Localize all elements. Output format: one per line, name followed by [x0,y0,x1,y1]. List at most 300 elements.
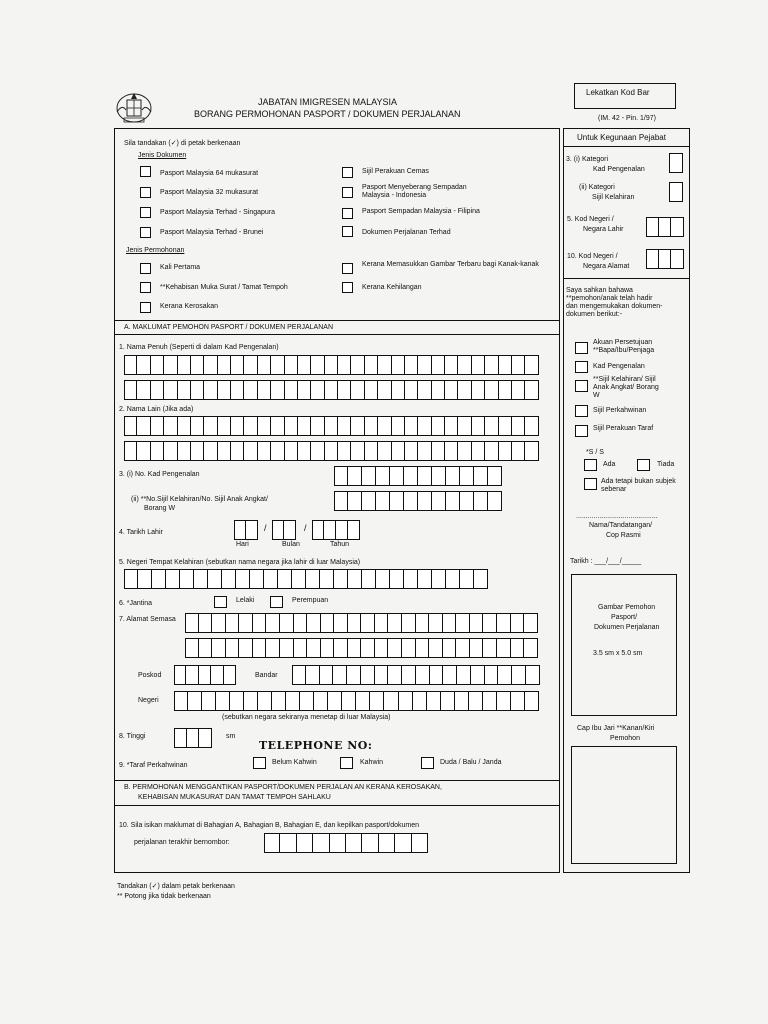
grid-cell[interactable] [458,416,471,436]
grid-cell[interactable] [460,569,474,589]
grid-cell[interactable] [174,691,188,711]
checkbox-doc-singapura[interactable] [140,207,151,218]
grid-cell[interactable] [347,665,361,685]
address-grid-row1[interactable] [185,613,538,633]
grid-cell[interactable] [216,691,230,711]
grid-cell[interactable] [525,380,538,400]
grid-cell[interactable] [405,416,418,436]
grid-cell[interactable] [395,833,411,853]
othername-grid-row2[interactable] [124,441,539,461]
grid-cell[interactable] [470,638,484,658]
grid-cell[interactable] [194,569,208,589]
grid-cell[interactable] [307,638,321,658]
address-grid-row2[interactable] [185,638,538,658]
grid-cell[interactable] [152,569,166,589]
grid-cell[interactable] [432,355,445,375]
grid-cell[interactable] [430,665,444,685]
grid-cell[interactable] [512,416,525,436]
grid-cell[interactable] [445,441,458,461]
grid-cell[interactable] [361,613,375,633]
grid-cell[interactable] [338,441,351,461]
grid-cell[interactable] [472,355,485,375]
grid-cell[interactable] [404,569,418,589]
grid-cell[interactable] [348,466,362,486]
photo-box[interactable] [571,574,677,716]
birth-month-grid[interactable] [272,520,296,540]
grid-cell[interactable] [284,520,296,540]
grid-cell[interactable] [280,613,294,633]
checkbox-ada-tetapi[interactable] [584,478,597,490]
checkbox-doc-terhad[interactable] [342,226,353,237]
grid-cell[interactable] [230,691,244,711]
grid-cell[interactable] [320,569,334,589]
grid-cell[interactable] [199,638,213,658]
grid-cell[interactable] [258,441,271,461]
last-passport-grid[interactable] [264,833,428,853]
grid-cell[interactable] [460,491,474,511]
grid-cell[interactable] [338,416,351,436]
grid-cell[interactable] [483,613,497,633]
grid-cell[interactable] [446,466,460,486]
grid-cell[interactable] [178,380,191,400]
grid-cell[interactable] [365,416,378,436]
grid-cell[interactable] [511,638,525,658]
grid-cell[interactable] [472,380,485,400]
grid-cell[interactable] [402,665,416,685]
checkbox-app-first[interactable] [140,263,151,274]
grid-cell[interactable] [272,691,286,711]
grid-cell[interactable] [191,355,204,375]
birth-day-grid[interactable] [234,520,258,540]
grid-cell[interactable] [244,441,257,461]
grid-cell[interactable] [402,613,416,633]
grid-cell[interactable] [399,691,413,711]
grid-cell[interactable] [199,665,211,685]
poskod-grid[interactable] [174,665,236,685]
grid-cell[interactable] [244,416,257,436]
grid-cell[interactable] [512,441,525,461]
grid-cell[interactable] [404,491,418,511]
grid-cell[interactable] [285,416,298,436]
grid-cell[interactable] [124,355,137,375]
grid-cell[interactable] [413,691,427,711]
grid-cell[interactable] [378,416,391,436]
grid-cell[interactable] [485,441,498,461]
grid-cell[interactable] [271,355,284,375]
grid-cell[interactable] [222,569,236,589]
grid-cell[interactable] [348,613,362,633]
grid-cell[interactable] [378,380,391,400]
grid-cell[interactable] [351,416,364,436]
grid-cell[interactable] [334,466,348,486]
name-grid-row2[interactable] [124,380,539,400]
checkbox-ada[interactable] [584,459,597,471]
grid-cell[interactable] [525,691,539,711]
grid-cell[interactable] [278,569,292,589]
birth-year-grid[interactable] [312,520,360,540]
grid-cell[interactable] [202,691,216,711]
grid-cell[interactable] [334,569,348,589]
grid-cell[interactable] [321,613,335,633]
grid-cell[interactable] [432,441,445,461]
grid-cell[interactable] [472,416,485,436]
grid-cell[interactable] [306,569,320,589]
grid-cell[interactable] [231,416,244,436]
grid-cell[interactable] [361,665,375,685]
grid-cell[interactable] [336,520,348,540]
grid-cell[interactable] [456,638,470,658]
grid-cell[interactable] [388,613,402,633]
grid-cell[interactable] [499,355,512,375]
grid-cell[interactable] [226,638,240,658]
thumbprint-box[interactable] [571,746,677,864]
grid-cell[interactable] [525,416,538,436]
grid-cell[interactable] [166,569,180,589]
grid-cell[interactable] [351,441,364,461]
grid-cell[interactable] [485,380,498,400]
checkbox-belum-kahwin[interactable] [253,757,266,769]
grid-cell[interactable] [325,416,338,436]
grid-cell[interactable] [174,665,186,685]
grid-cell[interactable] [375,665,389,685]
grid-cell[interactable] [231,355,244,375]
grid-cell[interactable] [271,441,284,461]
grid-cell[interactable] [151,355,164,375]
checkbox-lelaki[interactable] [214,596,227,608]
grid-cell[interactable] [474,491,488,511]
grid-cell[interactable] [671,249,684,269]
grid-cell[interactable] [321,638,335,658]
grid-cell[interactable] [416,613,430,633]
grid-cell[interactable] [443,665,457,685]
grid-cell[interactable] [164,355,177,375]
grid-cell[interactable] [258,416,271,436]
grid-cell[interactable] [472,441,485,461]
grid-cell[interactable] [379,833,395,853]
grid-cell[interactable] [307,613,321,633]
grid-cell[interactable] [659,249,672,269]
grid-cell[interactable] [378,441,391,461]
grid-cell[interactable] [390,569,404,589]
height-grid[interactable] [174,728,212,748]
grid-cell[interactable] [231,441,244,461]
grid-cell[interactable] [334,613,348,633]
grid-cell[interactable] [485,355,498,375]
grid-cell[interactable] [376,491,390,511]
grid-cell[interactable] [188,691,202,711]
grid-cell[interactable] [342,691,356,711]
grid-cell[interactable] [432,380,445,400]
grid-cell[interactable] [483,638,497,658]
grid-cell[interactable] [441,691,455,711]
checkbox-doc-cemas[interactable] [342,167,353,178]
grid-cell[interactable] [250,569,264,589]
grid-cell[interactable] [432,569,446,589]
grid-cell[interactable] [124,416,137,436]
checkbox-doc-indonesia[interactable] [342,187,353,198]
grid-cell[interactable] [218,416,231,436]
grid-cell[interactable] [405,380,418,400]
grid-cell[interactable] [187,728,200,748]
grid-cell[interactable] [300,691,314,711]
grid-cell[interactable] [164,380,177,400]
grid-cell[interactable] [294,613,308,633]
grid-cell[interactable] [239,638,253,658]
grid-cell[interactable] [446,569,460,589]
name-grid-row1[interactable] [124,355,539,375]
grid-cell[interactable] [390,491,404,511]
grid-cell[interactable] [186,665,198,685]
grid-cell[interactable] [416,638,430,658]
grid-cell[interactable] [211,665,223,685]
checkbox-tiada[interactable] [637,459,650,471]
grid-cell[interactable] [418,466,432,486]
grid-cell[interactable] [311,441,324,461]
grid-cell[interactable] [418,491,432,511]
checkbox-sijil-kelahiran[interactable] [575,380,588,392]
grid-cell[interactable] [455,691,469,711]
grid-cell[interactable] [432,491,446,511]
grid-cell[interactable] [137,355,150,375]
grid-cell[interactable] [294,638,308,658]
checkbox-doc-filipina[interactable] [342,208,353,219]
grid-cell[interactable] [511,613,525,633]
grid-cell[interactable] [418,441,431,461]
grid-cell[interactable] [330,833,346,853]
grid-cell[interactable] [483,691,497,711]
grid-cell[interactable] [445,380,458,400]
grid-cell[interactable] [348,569,362,589]
grid-cell[interactable] [388,665,402,685]
grid-cell[interactable] [164,416,177,436]
grid-cell[interactable] [204,380,217,400]
grid-cell[interactable] [191,416,204,436]
grid-cell[interactable] [365,441,378,461]
grid-cell[interactable] [253,638,267,658]
checkbox-app-damage[interactable] [140,302,151,313]
grid-cell[interactable] [325,355,338,375]
grid-cell[interactable] [488,466,502,486]
grid-cell[interactable] [402,638,416,658]
grid-cell[interactable] [204,441,217,461]
grid-cell[interactable] [325,441,338,461]
grid-cell[interactable] [445,416,458,436]
grid-cell[interactable] [498,665,512,685]
checkbox-doc-32[interactable] [140,187,151,198]
grid-cell[interactable] [470,613,484,633]
grid-cell[interactable] [185,613,199,633]
grid-cell[interactable] [497,691,511,711]
grid-cell[interactable] [362,833,378,853]
grid-cell[interactable] [512,355,525,375]
grid-cell[interactable] [185,638,199,658]
grid-cell[interactable] [392,380,405,400]
grid-cell[interactable] [199,613,213,633]
grid-cell[interactable] [499,441,512,461]
grid-cell[interactable] [334,638,348,658]
grid-cell[interactable] [416,665,430,685]
grid-cell[interactable] [286,691,300,711]
grid-cell[interactable] [244,355,257,375]
grid-cell[interactable] [271,416,284,436]
grid-cell[interactable] [351,355,364,375]
grid-cell[interactable] [375,613,389,633]
grid-cell[interactable] [151,416,164,436]
grid-cell[interactable] [361,638,375,658]
grid-cell[interactable] [362,491,376,511]
grid-cell[interactable] [258,355,271,375]
grid-cell[interactable] [313,833,329,853]
grid-cell[interactable] [191,441,204,461]
checkbox-app-expired[interactable] [140,282,151,293]
grid-cell[interactable] [392,416,405,436]
birthplace-grid[interactable] [124,569,488,589]
grid-cell[interactable] [244,380,257,400]
grid-cell[interactable] [266,638,280,658]
checkbox-doc-brunei[interactable] [140,227,151,238]
grid-cell[interactable] [429,638,443,658]
grid-cell[interactable] [264,833,280,853]
grid-cell[interactable] [392,441,405,461]
grid-cell[interactable] [418,380,431,400]
grid-cell[interactable] [646,217,659,237]
grid-cell[interactable] [174,728,187,748]
grid-cell[interactable] [272,520,284,540]
grid-cell[interactable] [524,638,538,658]
grid-cell[interactable] [312,520,324,540]
grid-cell[interactable] [362,569,376,589]
grid-cell[interactable] [418,416,431,436]
grid-cell[interactable] [178,441,191,461]
grid-cell[interactable] [285,441,298,461]
grid-cell[interactable] [298,441,311,461]
grid-cell[interactable] [405,355,418,375]
grid-cell[interactable] [124,569,138,589]
grid-cell[interactable] [258,691,272,711]
grid-cell[interactable] [325,380,338,400]
grid-cell[interactable] [512,665,526,685]
grid-cell[interactable] [460,466,474,486]
grid-cell[interactable] [208,569,222,589]
grid-cell[interactable] [320,665,334,685]
grid-cell[interactable] [226,613,240,633]
grid-cell[interactable] [191,380,204,400]
grid-cell[interactable] [253,613,267,633]
grid-cell[interactable] [292,665,306,685]
grid-cell[interactable] [338,355,351,375]
grid-cell[interactable] [429,613,443,633]
grid-cell[interactable] [511,691,525,711]
grid-cell[interactable] [218,355,231,375]
grid-cell[interactable] [404,466,418,486]
grid-cell[interactable] [298,380,311,400]
grid-cell[interactable] [525,441,538,461]
grid-cell[interactable] [338,380,351,400]
checkbox-app-photo[interactable] [342,263,353,274]
grid-cell[interactable] [456,613,470,633]
grid-cell[interactable] [445,355,458,375]
grid-cell[interactable] [178,355,191,375]
grid-cell[interactable] [311,380,324,400]
grid-cell[interactable] [418,569,432,589]
grid-cell[interactable] [646,249,659,269]
bandar-grid[interactable] [292,665,540,685]
birthcert-number-grid[interactable] [334,491,502,511]
checkbox-doc-64[interactable] [140,166,151,177]
grid-cell[interactable] [405,441,418,461]
grid-cell[interactable] [525,355,538,375]
grid-cell[interactable] [137,441,150,461]
grid-cell[interactable] [512,380,525,400]
grid-cell[interactable] [314,691,328,711]
grid-cell[interactable] [474,466,488,486]
grid-cell[interactable] [458,380,471,400]
grid-cell[interactable] [271,380,284,400]
grid-cell[interactable] [266,613,280,633]
grid-cell[interactable] [292,569,306,589]
grid-cell[interactable] [432,416,445,436]
negeri-grid[interactable] [174,691,539,711]
grid-cell[interactable] [443,613,457,633]
grid-cell[interactable] [362,466,376,486]
grid-cell[interactable] [239,613,253,633]
grid-cell[interactable] [151,380,164,400]
grid-cell[interactable] [469,691,483,711]
grid-cell[interactable] [392,355,405,375]
grid-cell[interactable] [204,416,217,436]
grid-cell[interactable] [234,520,246,540]
grid-cell[interactable] [432,466,446,486]
grid-cell[interactable] [212,613,226,633]
grid-cell[interactable] [328,691,342,711]
grid-cell[interactable] [370,691,384,711]
grid-cell[interactable] [137,416,150,436]
grid-cell[interactable] [285,355,298,375]
grid-cell[interactable] [351,380,364,400]
grid-cell[interactable] [298,355,311,375]
grid-cell[interactable] [151,441,164,461]
grid-cell[interactable] [258,380,271,400]
grid-cell[interactable] [218,380,231,400]
grid-cell[interactable] [384,691,398,711]
grid-cell[interactable] [499,416,512,436]
grid-cell[interactable] [346,833,362,853]
grid-cell[interactable] [236,569,250,589]
grid-cell[interactable] [412,833,428,853]
grid-cell[interactable] [485,416,498,436]
kategori-ic-box[interactable] [669,153,683,173]
grid-cell[interactable] [218,441,231,461]
grid-cell[interactable] [306,665,320,685]
grid-cell[interactable] [390,466,404,486]
grid-cell[interactable] [199,728,212,748]
grid-cell[interactable] [418,355,431,375]
othername-grid-row1[interactable] [124,416,539,436]
grid-cell[interactable] [244,691,258,711]
grid-cell[interactable] [458,441,471,461]
grid-cell[interactable] [280,833,296,853]
checkbox-kad[interactable] [575,361,588,373]
grid-cell[interactable] [348,638,362,658]
grid-cell[interactable] [324,520,336,540]
grid-cell[interactable] [458,355,471,375]
grid-cell[interactable] [297,833,313,853]
grid-cell[interactable] [376,466,390,486]
grid-cell[interactable] [365,355,378,375]
grid-cell[interactable] [124,441,137,461]
grid-cell[interactable] [285,380,298,400]
grid-cell[interactable] [375,638,389,658]
